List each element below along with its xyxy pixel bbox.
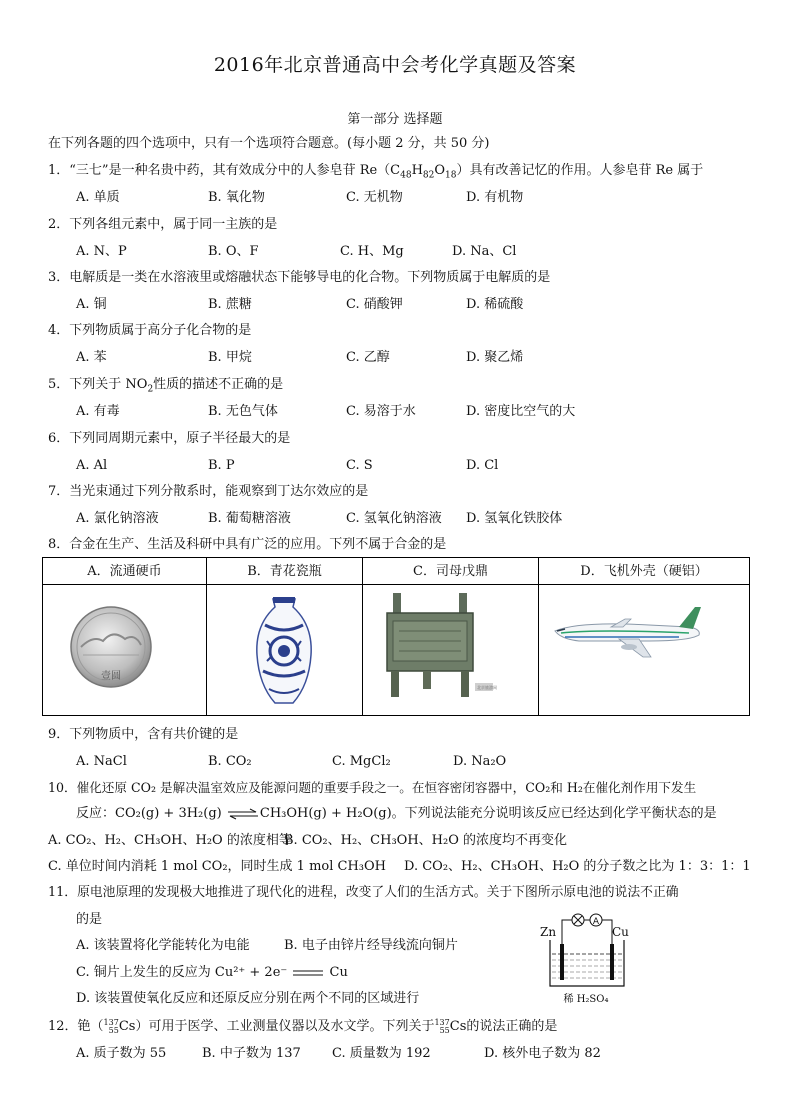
q9-option-b[interactable]: B. CO₂ — [208, 754, 252, 769]
q1-option-c[interactable]: C. 无机物 — [346, 190, 403, 205]
question-6-stem: 6．下列同周期元素中，原子半径最大的是 — [48, 431, 291, 446]
q5-option-c[interactable]: C. 易溶于水 — [346, 404, 416, 419]
ding-watermark: 北京旅游网 — [477, 685, 497, 690]
q5-sub: 2 — [147, 384, 154, 395]
q2-option-b[interactable]: B. O、F — [208, 244, 259, 259]
q8-option-a[interactable] — [43, 558, 207, 715]
q12-atomic-2: 55 — [439, 1025, 450, 1035]
q4-option-a[interactable]: A. 苯 — [76, 350, 107, 365]
q3-option-a[interactable]: A. 铜 — [76, 297, 107, 312]
q1-o: O — [434, 163, 446, 178]
q5-option-b[interactable]: B. 无色气体 — [208, 404, 278, 419]
q8-option-d[interactable] — [539, 558, 749, 715]
q1-option-d[interactable]: D. 有机物 — [466, 190, 524, 205]
q7-option-a[interactable]: A. 氯化钠溶液 — [76, 511, 159, 526]
q8-option-c[interactable] — [363, 558, 539, 715]
q8-header-a: A．流通硬币 — [43, 558, 206, 585]
q2-option-d[interactable]: D. Na、Cl — [452, 244, 517, 259]
q8-header-c: C．司母戊鼎 — [363, 558, 538, 585]
question-2-stem: 2．下列各组元素中，属于同一主族的是 — [48, 217, 278, 232]
q6-option-c[interactable]: C. S — [346, 458, 373, 473]
question-9-stem: 9．下列物质中，含有共价键的是 — [48, 727, 239, 742]
q2-option-c[interactable]: C. H、Mg — [340, 244, 404, 259]
q1-option-b[interactable]: B. 氧化物 — [208, 190, 265, 205]
q12-mass-2: 137 — [434, 1017, 450, 1027]
q4-option-c[interactable]: C. 乙醇 — [346, 350, 390, 365]
q3-option-b[interactable]: B. 蔗糖 — [208, 297, 252, 312]
q9-option-c[interactable]: C. MgCl₂ — [332, 754, 391, 769]
zn-label: Zn — [540, 925, 557, 939]
question-11-line1: 11．原电池原理的发现极大地推进了现代化的进程，改变了人们的生活方式。关于下图所示原电池的说法不正确 — [48, 885, 679, 900]
q8-option-b[interactable] — [207, 558, 363, 715]
q8-header-d: D．飞机外壳（硬铝） — [539, 558, 749, 585]
cu-label: Cu — [612, 925, 629, 939]
ammeter-label: A — [592, 917, 600, 927]
document-title: 2016年北京普通高中会考化学真题及答案 — [213, 54, 577, 76]
q1-text-a: 1．“三七”是一种名贵中药，其有效成分中的人参皂苷 Re（C — [48, 163, 401, 178]
q12-text-b: ）可用于医学、工业测量仪器以及水文学。下列关于 — [135, 1019, 435, 1034]
q5-text-b: 性质的描述不正确的是 — [153, 377, 284, 392]
q2-option-a[interactable]: A. N、P — [76, 244, 127, 259]
q5-option-d[interactable]: D. 密度比空气的大 — [466, 404, 576, 419]
question-5-stem — [48, 376, 283, 399]
q12-atomic-1: 55 — [108, 1025, 119, 1035]
q12-symbol-1: Cs — [118, 1019, 136, 1034]
ding-image — [363, 585, 538, 715]
q11-c-product: Cu — [329, 965, 348, 980]
q10-option-c[interactable]: C. 单位时间内消耗 1 mol CO₂，同时生成 1 mol CH₃OH — [48, 859, 387, 874]
q12-option-a[interactable]: A. 质子数为 55 — [76, 1046, 167, 1061]
q10-option-d[interactable]: D. CO₂、H₂、CH₃OH、H₂O 的分子数之比为 1：3：1：1 — [404, 859, 751, 874]
question-8-stem: 8．合金在生产、生活及科研中具有广泛的应用。下列不属于合金的是 — [48, 537, 447, 552]
coin-text: 壹圆 — [101, 671, 121, 682]
q12-option-d[interactable]: D. 核外电子数为 82 — [484, 1046, 601, 1061]
q1-option-a[interactable]: A. 单质 — [76, 190, 120, 205]
q12-mass-1: 137 — [103, 1017, 119, 1027]
q12-nuclide-2 — [434, 1019, 449, 1035]
q6-option-d[interactable]: D. Cl — [466, 458, 499, 473]
q1-sub-o: 18 — [445, 170, 457, 181]
q7-option-c[interactable]: C. 氢氧化钠溶液 — [346, 511, 442, 526]
q4-option-b[interactable]: B. 甲烷 — [208, 350, 252, 365]
q1-sub-c: 48 — [400, 170, 412, 181]
q10-reactants: 反应：CO₂(g) + 3H₂(g) — [76, 806, 222, 821]
question-10-line2 — [76, 805, 717, 823]
question-7-stem: 7．当光束通过下列分散系时，能观察到丁达尔效应的是 — [48, 484, 369, 499]
question-11-line2: 的是 — [76, 912, 103, 927]
q12-nuclide-1 — [104, 1019, 119, 1035]
q12-option-c[interactable]: C. 质量数为 192 — [332, 1046, 431, 1061]
q1-sub-h: 82 — [422, 170, 435, 181]
q10-option-b[interactable]: B. CO₂、H₂、CH₃OH、H₂O 的浓度均不再变化 — [284, 833, 568, 848]
equilibrium-arrow-icon — [226, 808, 260, 820]
q11-option-b[interactable]: B. 电子由锌片经导线流向铜片 — [284, 938, 458, 953]
q9-option-d[interactable]: D. Na₂O — [453, 754, 507, 769]
q6-option-a[interactable]: A. Al — [76, 458, 108, 473]
instruction: 在下列各题的四个选项中，只有一个选项符合题意。(每小题 2 分，共 50 分) — [48, 136, 490, 151]
q6-option-b[interactable]: B. P — [208, 458, 235, 473]
q12-symbol-2: Cs — [449, 1019, 467, 1034]
q11-option-a[interactable]: A. 该装置将化学能转化为电能 — [76, 938, 250, 953]
q12-text-c: 的说法正确的是 — [466, 1019, 558, 1034]
q11-c-text: C. 铜片上发生的反应为 Cu²⁺ + 2e⁻ — [76, 965, 288, 980]
question-1-stem — [48, 162, 703, 185]
q3-option-c[interactable]: C. 硝酸钾 — [346, 297, 403, 312]
q12-text-a: 12．铯（ — [48, 1019, 104, 1034]
q1-h: H — [411, 163, 423, 178]
question-12-stem — [48, 1018, 557, 1036]
equals-arrow-icon — [291, 968, 325, 978]
question-3-stem: 3．电解质是一类在水溶液里或熔融状态下能够导电的化合物。下列物质属于电解质的是 — [48, 270, 551, 285]
q8-header-b: B．青花瓷瓶 — [207, 558, 362, 585]
q1-text-b: ）具有改善记忆的作用。人参皂苷 Re 属于 — [456, 163, 704, 178]
section-title: 第一部分 选择题 — [347, 112, 443, 127]
q7-option-b[interactable]: B. 葡萄糖溶液 — [208, 511, 291, 526]
q10-option-a[interactable]: A. CO₂、H₂、CH₃OH、H₂O 的浓度相等 — [48, 833, 292, 848]
q10-products: CH₃OH(g) + H₂O(g)。下列说法能充分说明该反应已经达到化学平衡状态的是 — [259, 806, 717, 821]
question-4-stem: 4．下列物质属于高分子化合物的是 — [48, 323, 252, 338]
q5-option-a[interactable]: A. 有毒 — [76, 404, 120, 419]
vase-image — [207, 585, 362, 715]
airplane-image — [539, 585, 749, 715]
q9-option-a[interactable]: A. NaCl — [76, 754, 127, 769]
q11-option-c[interactable] — [76, 964, 348, 982]
galvanic-cell-diagram — [538, 906, 638, 1006]
q11-option-d[interactable]: D. 该装置使氧化反应和还原反应分别在两个不同的区域进行 — [76, 991, 420, 1006]
coin-image — [43, 585, 206, 715]
q5-text-a: 5．下列关于 NO — [48, 377, 148, 392]
q3-option-d[interactable]: D. 稀硫酸 — [466, 297, 524, 312]
q4-option-d[interactable]: D. 聚乙烯 — [466, 350, 524, 365]
question-10-line1: 10．催化还原 CO₂ 是解决温室效应及能源问题的重要手段之一。在恒容密闭容器中，CO₂和 H₂在催化剂作用下发生 — [48, 780, 697, 795]
q7-option-d[interactable]: D. 氢氧化铁胶体 — [466, 511, 563, 526]
q12-option-b[interactable]: B. 中子数为 137 — [202, 1046, 301, 1061]
solution-label: 稀 H₂SO₄ — [563, 994, 609, 1005]
q8-option-table — [42, 557, 750, 716]
